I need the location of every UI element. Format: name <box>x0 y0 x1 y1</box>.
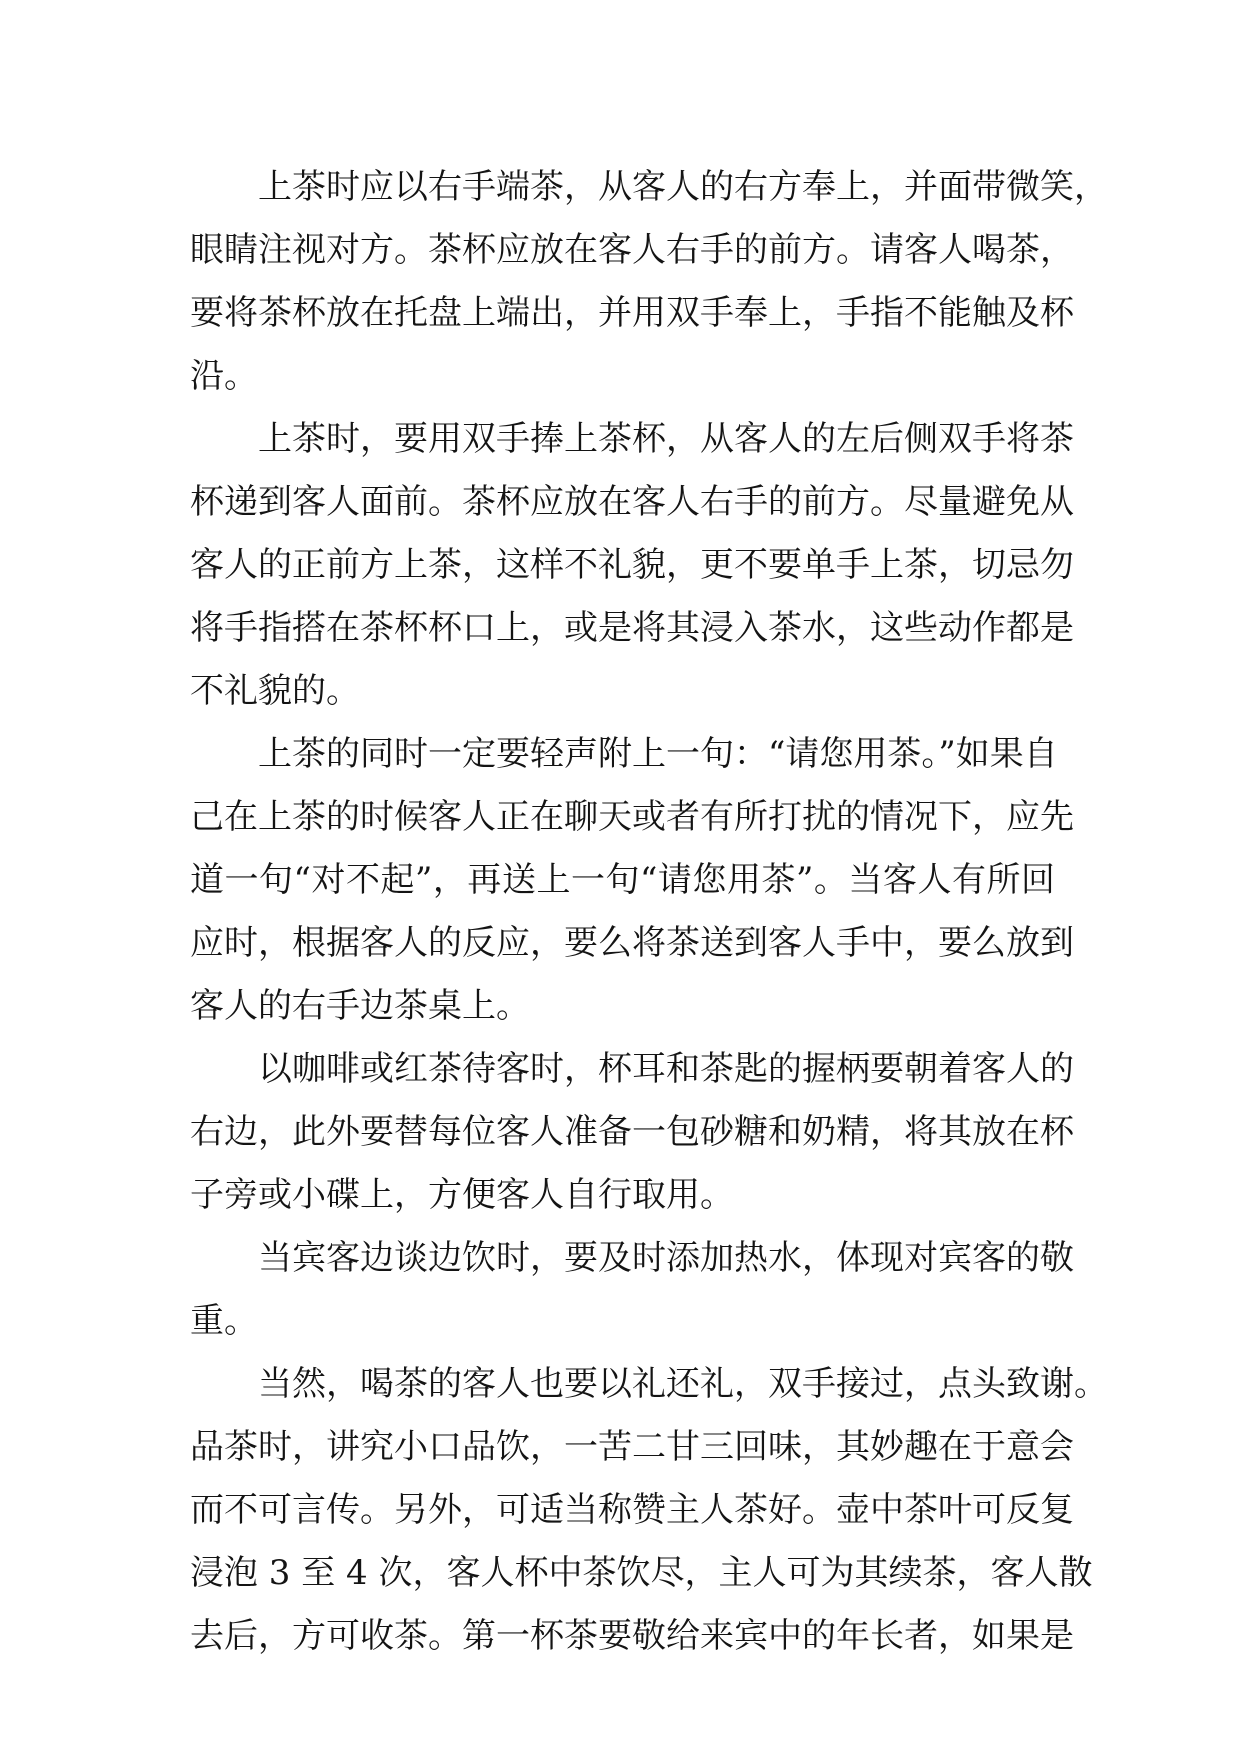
text-line: 道一句“对不起”，再送上一句“请您用茶”。当客人有所回 <box>190 860 1055 900</box>
text-line: 而不可言传。另外，可适当称赞主人茶好。壶中茶叶可反复 <box>190 1490 1074 1530</box>
text-line: 当然，喝茶的客人也要以礼还礼，双手接过，点头致谢。 <box>258 1364 1108 1404</box>
text-line: 己在上茶的时候客人正在聊天或者有所打扰的情况下，应先 <box>190 797 1074 837</box>
text-line: 去后，方可收茶。第一杯茶要敬给来宾中的年长者，如果是 <box>190 1616 1074 1656</box>
text-line: 上茶的同时一定要轻声附上一句：“请您用茶。”如果自 <box>258 734 1058 774</box>
text-line: 浸泡 3 至 4 次，客人杯中茶饮尽，主人可为其续茶，客人散 <box>190 1553 1093 1593</box>
text-line: 品茶时，讲究小口品饮，一苦二甘三回味，其妙趣在于意会 <box>190 1427 1074 1467</box>
text-line: 应时，根据客人的反应，要么将茶送到客人手中，要么放到 <box>190 923 1074 963</box>
text-line: 子旁或小碟上，方便客人自行取用。 <box>190 1175 734 1215</box>
text-line: 沿。 <box>190 356 258 396</box>
text-line: 客人的右手边茶桌上。 <box>190 986 530 1026</box>
paragraph-coffee-black-tea <box>190 1038 1074 1227</box>
paragraph-serving-tea-right-hand <box>190 156 1108 408</box>
paragraph-please-have-tea <box>190 723 1074 1038</box>
text-line: 以咖啡或红茶待客时，杯耳和茶匙的握柄要朝着客人的 <box>258 1049 1074 1089</box>
text-line: 要将茶杯放在托盘上端出，并用双手奉上，手指不能触及杯 <box>190 293 1074 333</box>
text-line: 重。 <box>190 1301 258 1341</box>
text-line: 上茶时，要用双手捧上茶杯，从客人的左后侧双手将茶 <box>258 419 1074 459</box>
text-line: 将手指搭在茶杯杯口上，或是将其浸入茶水，这些动作都是 <box>190 608 1074 648</box>
text-line: 杯递到客人面前。茶杯应放在客人右手的前方。尽量避免从 <box>190 482 1074 522</box>
paragraph-serving-tea-both-hands <box>190 408 1074 723</box>
text-line: 上茶时应以右手端茶，从客人的右方奉上，并面带微笑， <box>258 167 1108 207</box>
text-line: 不礼貌的。 <box>190 671 360 711</box>
text-line: 右边，此外要替每位客人准备一包砂糖和奶精，将其放在杯 <box>190 1112 1074 1152</box>
paragraph-add-hot-water <box>190 1227 1074 1353</box>
text-line: 客人的正前方上茶，这样不礼貌，更不要单手上茶，切忌勿 <box>190 545 1074 585</box>
paragraph-guest-etiquette <box>190 1353 1108 1668</box>
text-line: 眼睛注视对方。茶杯应放在客人右手的前方。请客人喝茶， <box>190 230 1074 270</box>
text-line: 当宾客边谈边饮时，要及时添加热水，体现对宾客的敬 <box>258 1238 1074 1278</box>
